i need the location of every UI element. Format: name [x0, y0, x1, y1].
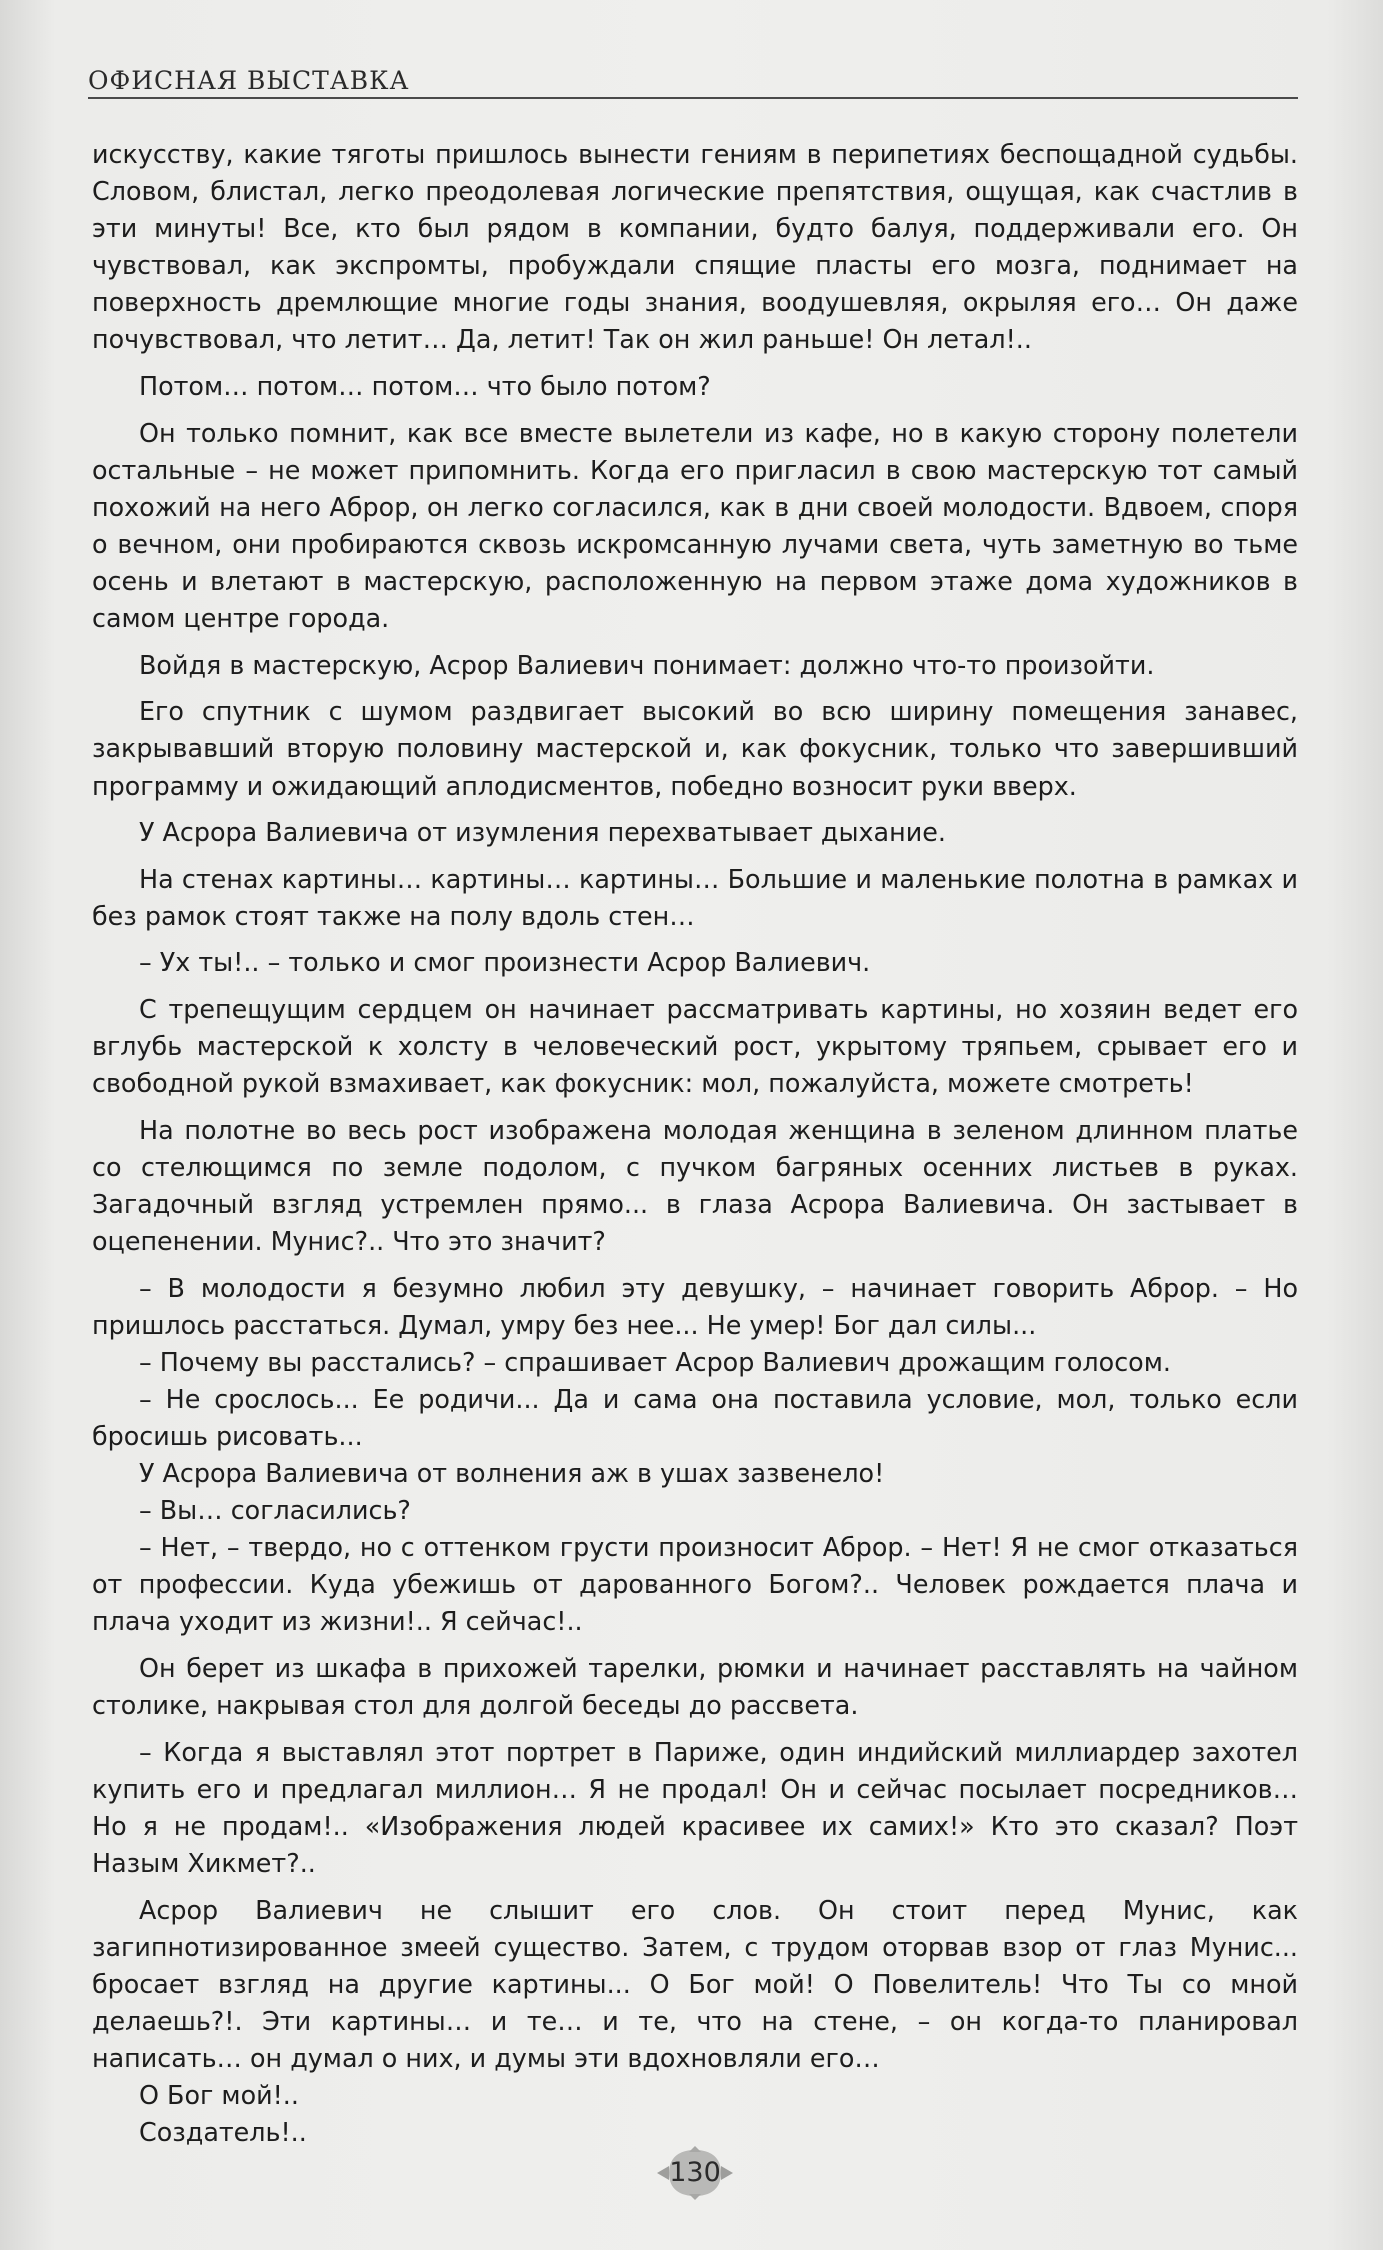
paragraph: У Асрора Валиевича от волнения аж в ушах зазвенело! — [139, 1458, 885, 1489]
paragraph: – Почему вы расстались? – спрашивает Асрор Валиевич дрожащим голосом. — [139, 1346, 1171, 1377]
body-text — [92, 136, 1298, 2151]
page-number: 130 — [669, 2157, 721, 2188]
paragraph: Создатель!.. — [139, 2117, 307, 2148]
paragraph: С трепещущим сердцем он начинает рассматривать картины, но хозяин ведет его вглубь мастерской к холсту в человеческий рост, укрытому тряпьем, срывает его и свободной рукой взмахивает, как фокусник: мол, пожалуйста, можете смотреть! — [92, 993, 1298, 1099]
paragraph: – Нет, – твердо, но с оттенком грусти произносит Аброр. – Нет! Я не смог отказаться от профессии. Куда убежишь от дарованного Богом?.. Человек рождается плача и плача уходит из жизни!.. Я сейчас!.. — [92, 1532, 1298, 1637]
paragraph: Его спутник с шумом раздвигает высокий во всю ширину помещения занавес, закрывавший вторую половину мастерской и, как фокусник, только что завершивший программу и ожидающий аплодисментов, победно возносит руки вверх. — [92, 696, 1298, 801]
header-rule — [88, 97, 1298, 99]
paragraph: – Вы… согласились? — [139, 1495, 411, 1526]
paragraph: – Ух ты!.. – только и смог произнести Асрор Валиевич. — [139, 947, 871, 978]
paragraph: Он берет из шкафа в прихожей тарелки, рюмки и начинает расставлять на чайном столике, накрывая стол для долгой беседы до рассвета. — [92, 1653, 1298, 1721]
paragraph: Асрор Валиевич не слышит его слов. Он стоит перед Мунис, как загипнотизированное змеей существо. Затем, с трудом оторвав взор от глаз Мунис... бросает взгляд на другие картины... О Бог мой! О Повелитель! Что Ты со мной делаешь?!. Эти картины… и те… и те, что на стене, – он когда-то планировал написать… он думал о них, и думы эти вдохновляли его… — [92, 1894, 1298, 2073]
running-head: ОФИСНАЯ ВЫСТАВКА — [88, 66, 410, 95]
paragraph: – В молодости я безумно любил эту девушку, – начинает говорить Аброр. – Но пришлось расстаться. Думал, умру без нее... Не умер! Бог дал силы... — [92, 1272, 1298, 1340]
paragraph: У Асрора Валиевича от изумления перехватывает дыхание. — [139, 817, 946, 848]
paragraph: О Бог мой!.. — [139, 2080, 299, 2111]
paragraph: – Не срослось... Ее родичи... Да и сама она поставила условие, мол, только если бросишь рисовать... — [92, 1383, 1298, 1451]
paragraph: Он только помнит, как все вместе вылетели из кафе, но в какую сторону полетели остальные – не может припомнить. Когда его пригласил в свою мастерскую тот самый похожий на него Аброр, он легко согласился, как в дни своей молодости. Вдвоем, споря о вечном, они пробираются сквозь искромсанную лучами света, чуть заметную во тьме осень и влетают в мастерскую, расположенную на первом этаже дома художников в самом центре города. — [92, 417, 1298, 634]
paragraph: На полотне во весь рост изображена молодая женщина в зеленом длинном платье со стелющимся по земле подолом, с пучком багряных осенних листьев в руках. Загадочный взгляд устремлен прямо... в глаза Асрора Валиевича. Он застывает в оцепенении. Мунис?.. Что это значит? — [92, 1114, 1298, 1257]
paragraph: Потом… потом… потом… что было потом? — [139, 371, 711, 402]
paragraph: – Когда я выставлял этот портрет в Париже, один индийский миллиардер захотел купить его и предлагал миллион… Я не продал! Он и сейчас посылает посредников… Но я не продам!.. «Изображения людей красивее их самих!» Кто это сказал? Поэт Назым Хикмет?.. — [92, 1736, 1298, 1879]
paragraph: искусству, какие тяготы пришлось вынести гениям в перипетиях беспощадной судьбы. Словом, блистал, легко преодолевая логические препятствия, ощущая, как счастлив в эти минуты! Все, кто был рядом в компании, будто балуя, поддерживали его. Он чувствовал, как экспромты, пробуждали спящие пласты его мозга, поднимает на поверхность дремлющие многие годы знания, воодушевляя, окрыляя его… Он даже почувствовал, что летит… Да, летит! Так он жил раньше! Он летал!.. — [92, 139, 1298, 355]
paragraph: Войдя в мастерскую, Асрор Валиевич понимает: должно что-то произойти. — [139, 649, 1155, 680]
paragraph: На стенах картины… картины… картины… Большие и маленькие полотна в рамках и без рамок стоят также на полу вдоль стен… — [92, 863, 1298, 931]
